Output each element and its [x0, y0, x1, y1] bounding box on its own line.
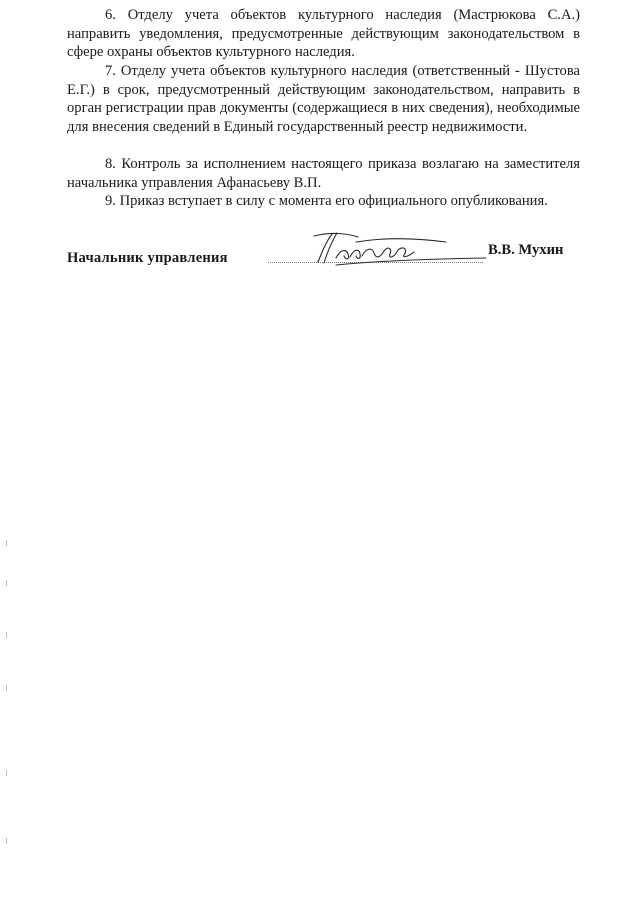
- paragraph-6: 6. Отделу учета объектов культурного наследия (Мастрюкова С.А.) направить уведомления, предусмотренные действующим законодательством в сфере охраны объектов культурного наследия.: [67, 7, 580, 61]
- signatory-title: Начальник управления: [67, 250, 228, 266]
- paragraph-8: 8. Контроль за исполнением настоящего приказа возлагаю на заместителя начальника управления Афанасьеву В.П.: [67, 156, 580, 191]
- paragraph-9: 9. Приказ вступает в силу с момента его официального опубликования.: [105, 193, 548, 209]
- paragraph-7: 7. Отделу учета объектов культурного наследия (ответственный - Шустова Е.Г.) в срок, предусмотренный действующим законодательством, направить в орган регистрации прав документы (содержащиеся в них сведения), необходимые для внесения сведений в Единый государственный реестр недвижимости.: [67, 63, 580, 135]
- scan-margin-marks: [6, 540, 10, 860]
- handwritten-signature: [296, 228, 492, 268]
- signatory-name: В.В. Мухин: [488, 242, 564, 258]
